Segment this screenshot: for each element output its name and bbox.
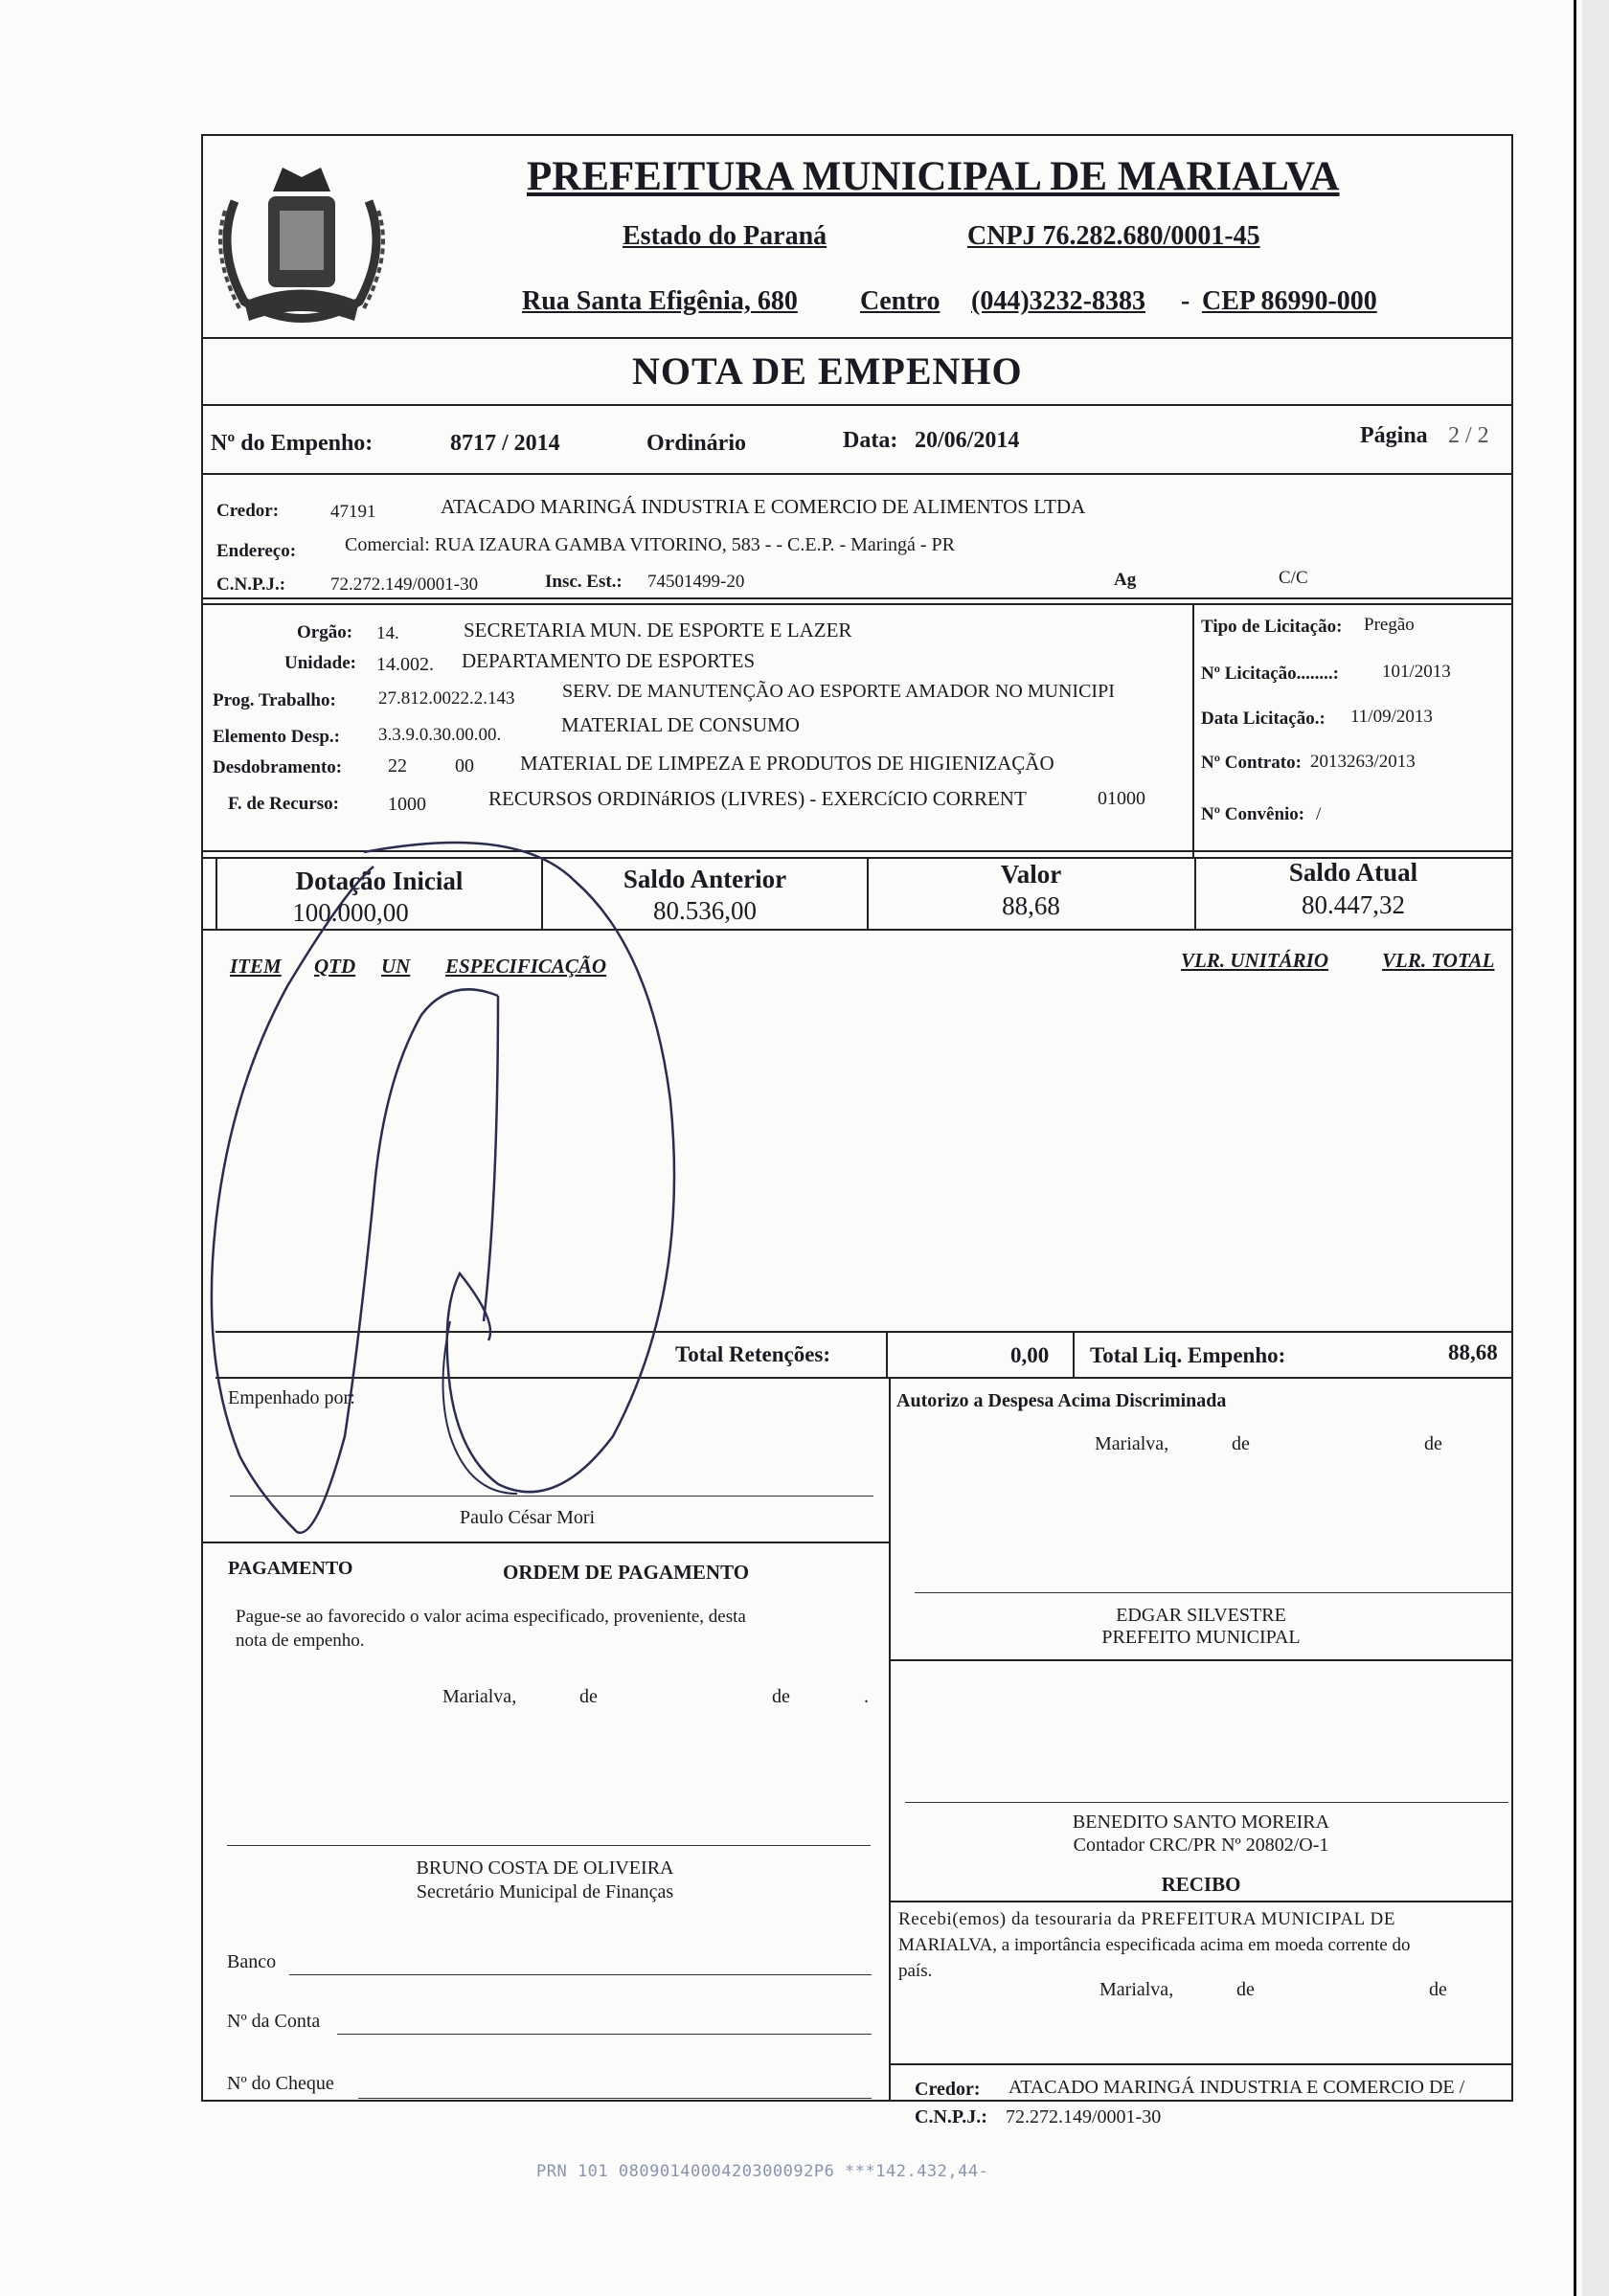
total-liq: 88,68 xyxy=(1448,1340,1498,1364)
col-especificacao: ESPECIFICAÇÃO xyxy=(445,955,607,978)
autorizo-de1: de xyxy=(1232,1433,1250,1454)
header-dash: - xyxy=(1181,286,1190,316)
num-licitacao-label: Nº Licitação........: xyxy=(1201,664,1339,684)
desdobramento-label: Desdobramento: xyxy=(213,757,343,777)
col-item: ITEM xyxy=(230,955,282,978)
convenio: / xyxy=(1316,804,1322,824)
contrato: 2013263/2013 xyxy=(1310,752,1416,772)
insc-value: 74501499-20 xyxy=(647,572,745,592)
pagamento-text-line1: Pague-se ao favorecido o valor acima especificado, proveniente, desta xyxy=(236,1607,746,1627)
pagamento-label: PAGAMENTO xyxy=(228,1558,353,1579)
recibo-city: Marialva, xyxy=(1099,1979,1174,2000)
empenhado-label: Empenhado por: xyxy=(228,1387,355,1408)
orgao-code: 14. xyxy=(376,623,399,643)
header-title: PREFEITURA MUNICIPAL DE MARIALVA xyxy=(527,154,1340,199)
header-district: Centro xyxy=(860,286,940,316)
data-licitacao-label: Data Licitação.: xyxy=(1201,709,1326,729)
contrato-label: Nº Contrato: xyxy=(1201,753,1302,773)
doc-title: NOTA DE EMPENHO xyxy=(632,349,1023,393)
prog-label: Prog. Trabalho: xyxy=(213,690,336,710)
address-label: Endereço: xyxy=(216,541,297,561)
valor: 88,68 xyxy=(1002,891,1060,920)
header-street: Rua Santa Efigênia, 680 xyxy=(522,286,798,316)
header-state: Estado do Paraná xyxy=(623,221,827,251)
ag-label: Ag xyxy=(1114,570,1137,590)
convenio-label: Nº Convênio: xyxy=(1201,804,1305,824)
tipo-licitacao-label: Tipo de Licitação: xyxy=(1201,617,1343,637)
empenho-number-label: Nº do Empenho: xyxy=(211,431,374,456)
saldo-atual-label: Saldo Atual xyxy=(1288,858,1418,887)
num-licitacao: 101/2013 xyxy=(1382,662,1451,682)
pagamento-de2: de xyxy=(772,1686,790,1707)
prog-code: 27.812.0022.2.143 xyxy=(378,688,515,709)
desdobramento-name: MATERIAL DE LIMPEZA E PRODUTOS DE HIGIENIZAÇÃO xyxy=(520,752,1054,775)
unidade-label: Unidade: xyxy=(284,653,356,673)
dotacao-inicial-label: Dotação Inicial xyxy=(295,867,464,895)
recurso-label: F. de Recurso: xyxy=(228,794,339,814)
recurso-code: 1000 xyxy=(388,794,426,815)
desdobramento-code2: 00 xyxy=(455,755,474,777)
autorizo-city: Marialva, xyxy=(1095,1433,1169,1454)
pagamento-city: Marialva, xyxy=(442,1686,517,1707)
header-phone: (044)3232-8383 xyxy=(971,286,1145,316)
total-retencoes: 0,00 xyxy=(1010,1343,1050,1367)
header-cep: CEP 86990-000 xyxy=(1202,286,1377,316)
contador-role: Contador CRC/PR Nº 20802/O-1 xyxy=(1073,1835,1329,1856)
contador-name: BENEDITO SANTO MOREIRA xyxy=(1072,1812,1330,1833)
unidade-name: DEPARTAMENTO DE ESPORTES xyxy=(462,649,756,672)
page-label: Página xyxy=(1360,423,1428,448)
recibo-text-line1: Recebi(emos) da tesouraria da PREFEITURA MUNICIPAL DE xyxy=(898,1909,1396,1929)
recibo-cnpj: 72.272.149/0001-30 xyxy=(1006,2106,1162,2127)
prefeito-role: PREFEITO MUNICIPAL xyxy=(1101,1627,1301,1648)
recibo-title: RECIBO xyxy=(1161,1873,1241,1896)
tipo-licitacao: Pregão xyxy=(1364,615,1415,635)
saldo-anterior-label: Saldo Anterior xyxy=(623,865,787,893)
recibo-cnpj-label: C.N.P.J.: xyxy=(915,2106,987,2127)
cheque-label: Nº do Cheque xyxy=(227,2073,334,2094)
insc-label: Insc. Est.: xyxy=(545,572,623,592)
data-licitacao: 11/09/2013 xyxy=(1350,707,1433,727)
col-un: UN xyxy=(381,955,411,978)
pagamento-de1: de xyxy=(579,1686,598,1707)
recibo-text-line2: MARIALVA, a importância especificada acima em moeda corrente do xyxy=(898,1935,1411,1955)
empenho-date: 20/06/2014 xyxy=(915,428,1020,453)
autorizo-de2: de xyxy=(1424,1433,1442,1454)
orgao-name: SECRETARIA MUN. DE ESPORTE E LAZER xyxy=(464,619,852,642)
saldo-atual: 80.447,32 xyxy=(1302,890,1405,919)
empenhado-name: Paulo César Mori xyxy=(460,1507,596,1528)
elemento-code: 3.3.9.0.30.00.00. xyxy=(378,725,502,745)
dotacao-inicial: 100.000,00 xyxy=(292,898,409,927)
col-vlr-total: VLR. TOTAL xyxy=(1382,949,1495,972)
col-vlr-unitario: VLR. UNITÁRIO xyxy=(1181,949,1329,972)
pagamento-dot: . xyxy=(864,1686,869,1707)
elemento-name: MATERIAL DE CONSUMO xyxy=(561,713,800,736)
empenho-date-label: Data: xyxy=(843,428,898,453)
printer-code: PRN 101 0809014000420300092P6 ***142.432,44- xyxy=(536,2162,989,2181)
prog-name: SERV. DE MANUTENÇÃO AO ESPORTE AMADOR NO MUNICIPI xyxy=(562,681,1115,702)
secretario-role: Secretário Municipal de Finanças xyxy=(416,1881,674,1902)
saldo-anterior: 80.536,00 xyxy=(653,896,757,925)
prefeito-name: EDGAR SILVESTRE xyxy=(1116,1605,1286,1626)
credor-label: Credor: xyxy=(216,501,280,521)
recurso-number: 01000 xyxy=(1098,788,1145,809)
conta-label: Nº da Conta xyxy=(227,2011,321,2032)
cnpj-label: C.N.P.J.: xyxy=(216,574,286,595)
header-cnpj: CNPJ 76.282.680/0001-45 xyxy=(967,221,1260,251)
empenho-type: Ordinário xyxy=(646,431,747,456)
pagamento-text-line2: nota de empenho. xyxy=(236,1631,365,1651)
cc-label: C/C xyxy=(1279,568,1308,588)
banco-label: Banco xyxy=(227,1951,277,1972)
total-liq-label: Total Liq. Empenho: xyxy=(1090,1343,1286,1367)
autorizo-label: Autorizo a Despesa Acima Discriminada xyxy=(896,1390,1227,1411)
page-number: 2 / 2 xyxy=(1448,423,1489,448)
orgao-label: Orgão: xyxy=(297,622,353,642)
recibo-credor: ATACADO MARINGÁ INDUSTRIA E COMERCIO DE / xyxy=(1008,2077,1465,2098)
credor-name: ATACADO MARINGÁ INDUSTRIA E COMERCIO DE ALIMENTOS LTDA xyxy=(441,495,1086,518)
empenho-number: 8717 / 2014 xyxy=(450,431,560,456)
recibo-de2: de xyxy=(1429,1979,1447,2000)
recibo-credor-label: Credor: xyxy=(915,2079,981,2100)
total-retencoes-label: Total Retenções: xyxy=(675,1342,831,1366)
recibo-de1: de xyxy=(1236,1979,1255,2000)
col-qtd: QTD xyxy=(314,955,356,978)
unidade-code: 14.002. xyxy=(376,654,434,675)
elemento-label: Elemento Desp.: xyxy=(213,727,340,747)
recibo-text-line3: país. xyxy=(898,1961,933,1981)
valor-label: Valor xyxy=(1000,860,1062,889)
recurso-name: RECURSOS ORDINáRIOS (LIVRES) - EXERCíCIO CORRENT xyxy=(488,787,1027,810)
ordem-pagamento-title: ORDEM DE PAGAMENTO xyxy=(503,1561,750,1584)
address: Comercial: RUA IZAURA GAMBA VITORINO, 583 - - C.E.P. - Maringá - PR xyxy=(345,534,956,555)
desdobramento-code1: 22 xyxy=(388,755,407,777)
credor-code: 47191 xyxy=(330,502,376,522)
credor-cnpj: 72.272.149/0001-30 xyxy=(330,574,479,595)
secretario-name: BRUNO COSTA DE OLIVEIRA xyxy=(416,1857,674,1879)
